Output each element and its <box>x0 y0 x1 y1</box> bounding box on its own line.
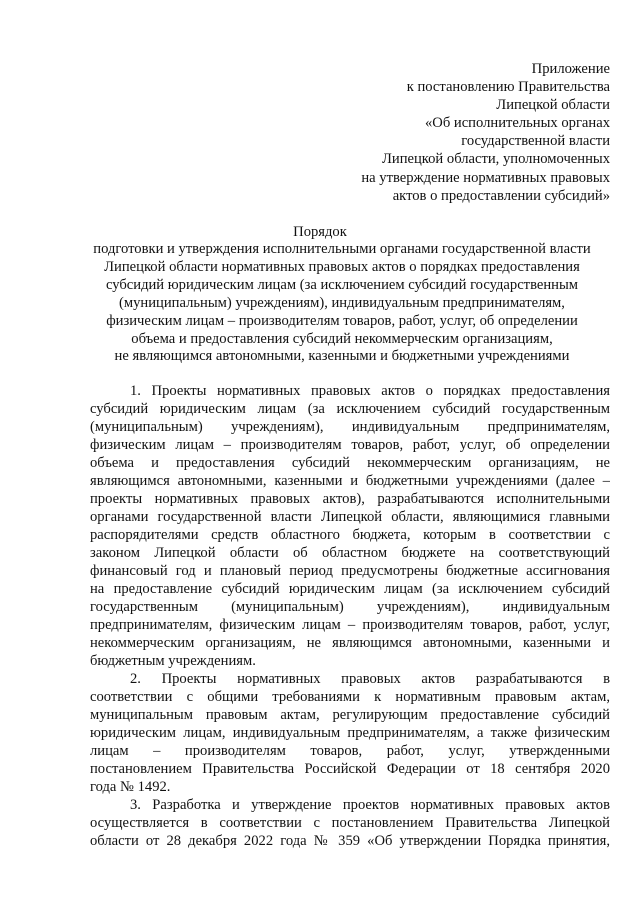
paragraph-line: законом Липецкой области об областном бюджете на соответствующий <box>90 545 610 561</box>
paragraph-1 <box>90 382 610 670</box>
appendix-line: «Об исполнительных органах <box>424 115 610 132</box>
paragraph-line: на предоставление субсидий юридическим лицам (за исключением субсидий <box>90 581 610 597</box>
subtitle-line: субсидий юридическим лицам (за исключением субсидий государственным <box>105 276 579 293</box>
paragraph-3 <box>90 796 610 850</box>
paragraph-line: проекты нормативных правовых актов), разрабатываются исполнительными <box>90 491 610 507</box>
appendix-line: к постановлению Правительства <box>406 79 610 96</box>
paragraph-line: 2. Проекты нормативных правовых актов разрабатываются в <box>130 671 610 687</box>
paragraph-line: субсидий юридическим лицам (за исключением субсидий государственным <box>90 401 610 417</box>
appendix-line: актов о предоставлении субсидий» <box>392 187 610 204</box>
paragraph-line: распорядителями средств областного бюджета, которым в соответствии с <box>90 527 610 543</box>
paragraph-line: (муниципальным) учреждениям), индивидуальным предпринимателям, <box>90 419 610 435</box>
appendix-line: Липецкой области <box>496 97 610 114</box>
paragraph-line: муниципальным правовым актам, регулирующим предоставление субсидий <box>90 707 610 723</box>
appendix-line: на утверждение нормативных правовых <box>361 169 610 186</box>
paragraph-line: юридическим лицам, индивидуальным предпринимателям, а также физическим <box>90 725 610 741</box>
subtitle-line: подготовки и утверждения исполнительными органами государственной власти <box>93 241 591 257</box>
paragraph-line: государственным (муниципальным) учреждениям), индивидуальным <box>90 599 610 615</box>
appendix-line: Липецкой области, уполномоченных <box>381 151 610 168</box>
document-title: Порядок <box>293 224 347 240</box>
subtitle-line: (муниципальным) учреждениям), индивидуальным предпринимателям, <box>119 294 565 311</box>
subtitle-line: физическим лицам – производителям товаров, работ, услуг, об определении <box>106 312 578 329</box>
paragraph-line: финансовый год и плановый период предусмотрены бюджетные ассигнования <box>90 563 610 579</box>
subtitle-line: Липецкой области нормативных правовых актов о порядках предоставления <box>104 258 580 275</box>
document-body <box>90 382 610 850</box>
paragraph-line: являющимся автономными, казенными и бюджетными учреждениями (далее – <box>90 473 610 489</box>
paragraph-line: года № 1492. <box>90 779 171 795</box>
subtitle-line: объема и предоставления субсидий некоммерческим организациям, <box>131 330 553 347</box>
appendix-header <box>361 60 610 205</box>
paragraph-line: 1. Проекты нормативных правовых актов о порядках предоставления <box>130 383 610 399</box>
paragraph-line: постановлением Правительства Российской Федерации от 18 сентября 2020 <box>90 761 610 777</box>
paragraph-line: органами государственной власти Липецкой области, являющимися главными <box>90 509 610 525</box>
paragraph-line: лицам – производителям товаров, работ, услуг, утвержденными <box>90 743 610 759</box>
paragraph-line: физическим лицам – производителям товаров, работ, услуг, об определении <box>90 437 610 453</box>
paragraph-line: объема и предоставления субсидий некоммерческим организациям, не <box>90 455 610 471</box>
paragraph-line: области от 28 декабря 2022 года № 359 «Об утверждении Порядка принятия, <box>90 833 610 849</box>
paragraph-line: бюджетным учреждениям. <box>90 653 256 669</box>
subtitle-line: не являющимся автономными, казенными и бюджетными учреждениями <box>114 348 570 365</box>
paragraph-line: осуществляется в соответствии с постановлением Правительства Липецкой <box>90 815 610 831</box>
paragraph-line: некоммерческим организациям, не являющимся автономными, казенными и <box>90 635 610 651</box>
appendix-line: Приложение <box>531 61 610 77</box>
document-subtitle <box>82 241 602 366</box>
paragraph-line: соответствии с общими требованиями к нормативным правовым актам, <box>90 689 610 705</box>
appendix-line: государственной власти <box>461 133 610 150</box>
paragraph-line: 3. Разработка и утверждение проектов нормативных правовых актов <box>130 797 610 813</box>
paragraph-2 <box>90 670 610 796</box>
paragraph-line: предпринимателям, физическим лицам – производителям товаров, работ, услуг, <box>90 617 610 633</box>
